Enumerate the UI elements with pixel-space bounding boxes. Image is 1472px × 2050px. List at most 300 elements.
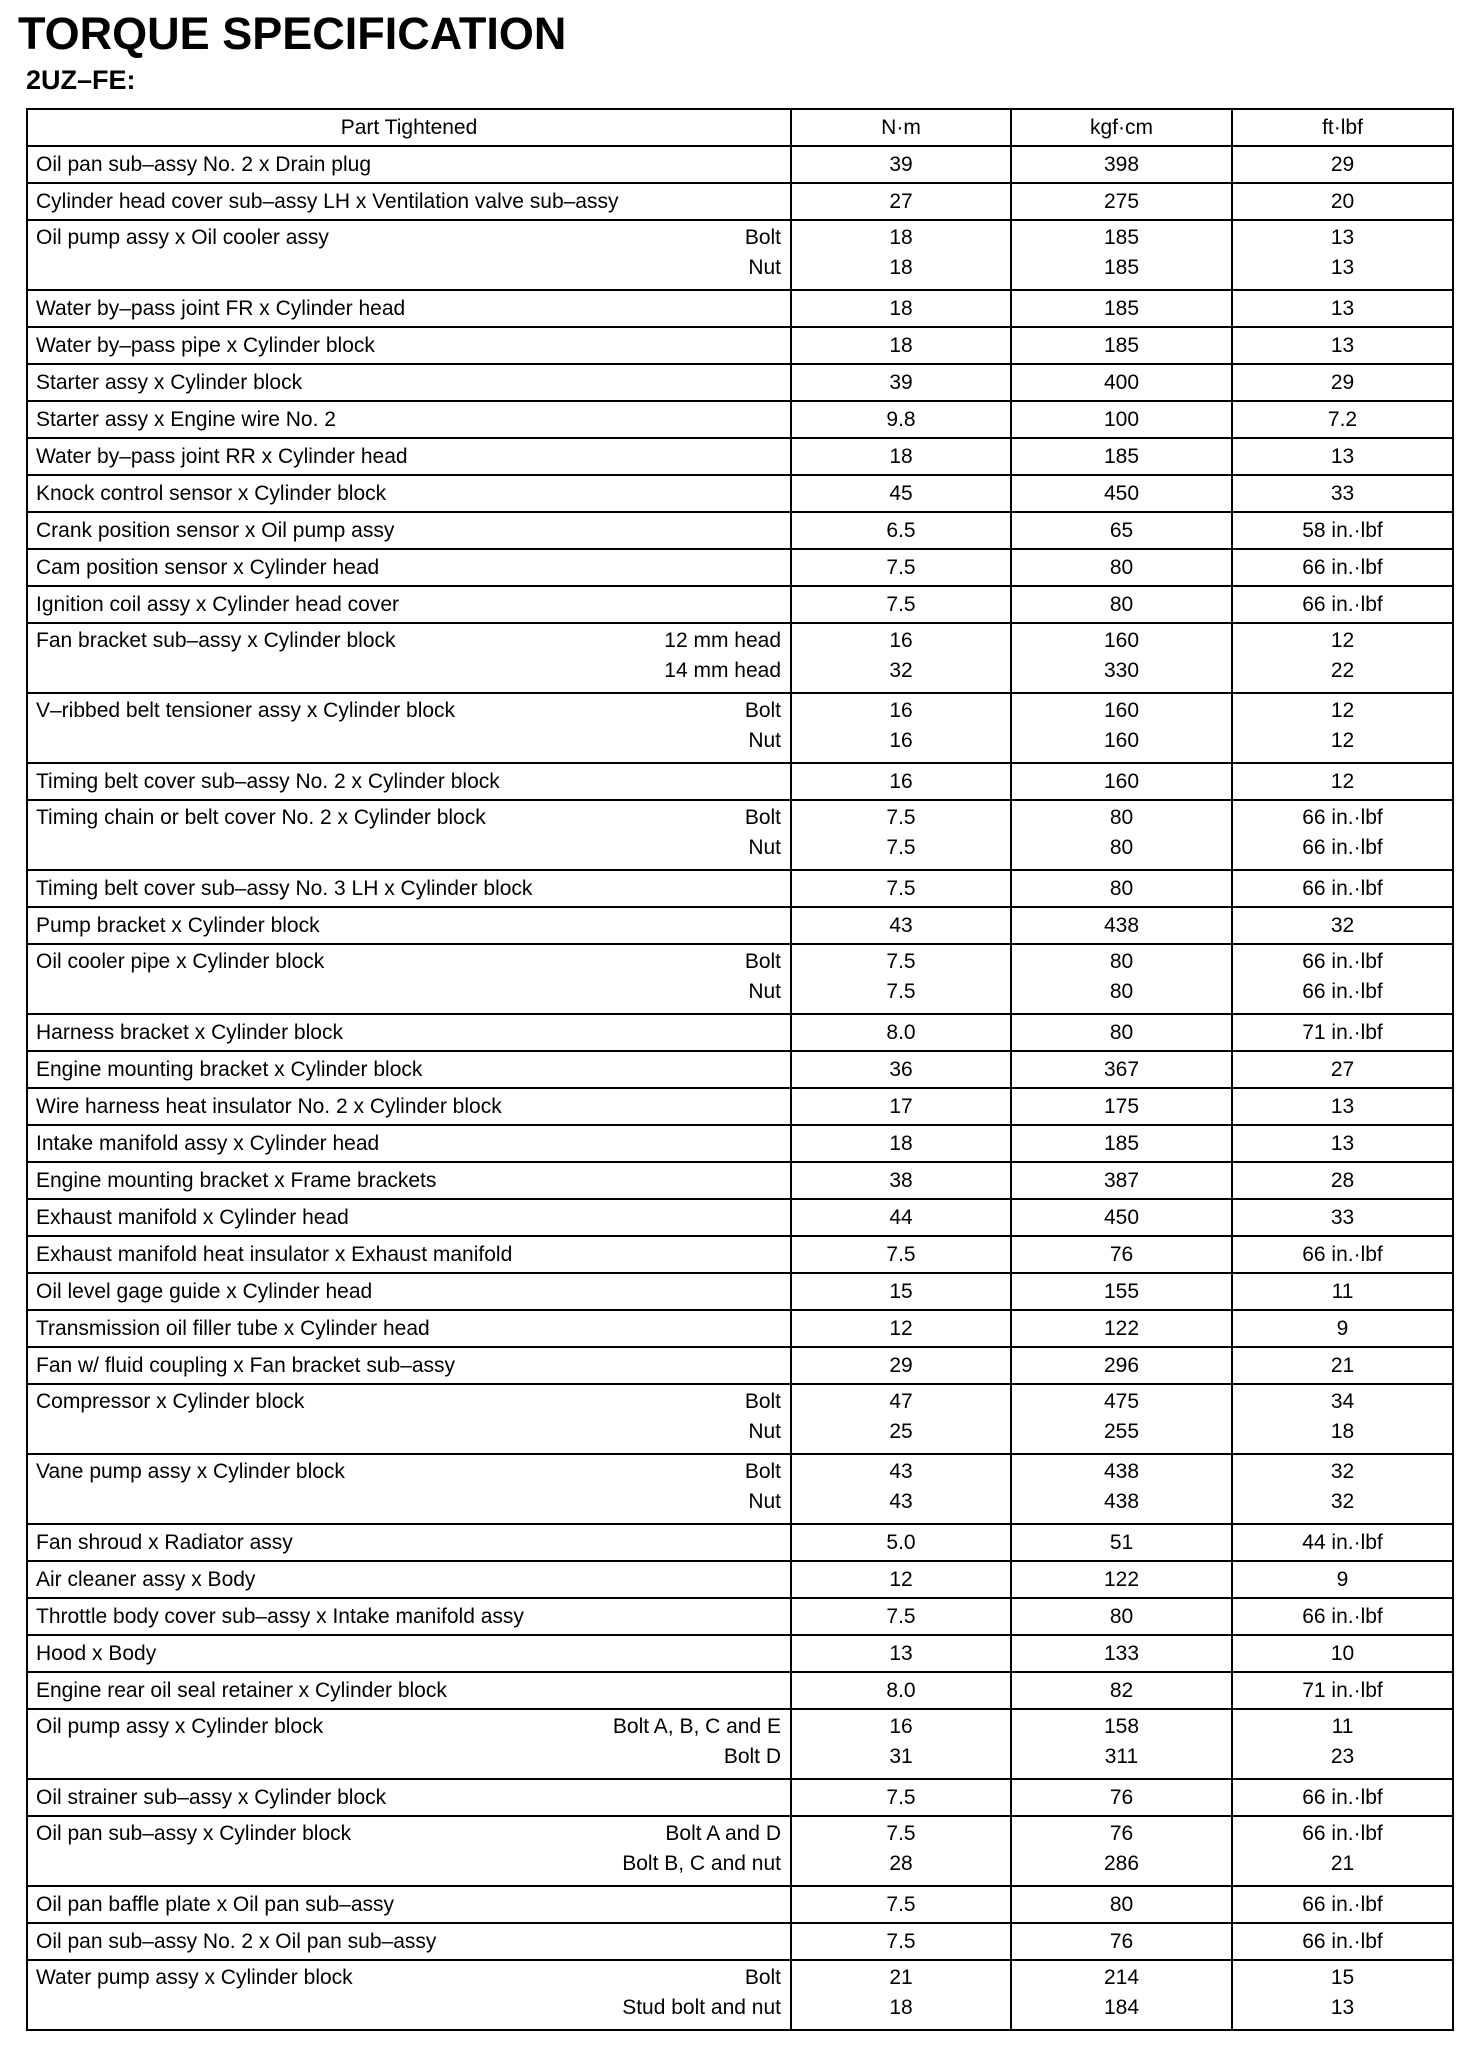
ft-lbf-value: 12 (1330, 729, 1355, 752)
nm-value-cell (791, 870, 1011, 907)
nm-value: 21 (889, 1966, 913, 1989)
nm-value-cell (791, 1598, 1011, 1635)
ft-lbf-value-cell (1232, 1125, 1453, 1162)
part-name: Knock control sensor x Cylinder block (36, 482, 387, 505)
nm-value: 6.5 (886, 519, 916, 542)
ft-lbf-value: 13 (1330, 1132, 1355, 1155)
ft-lbf-value: 28 (1330, 1169, 1355, 1192)
kgf-cm-value: 160 (1103, 629, 1140, 652)
nm-value: 8.0 (886, 1679, 916, 1702)
ft-lbf-value: 13 (1330, 226, 1355, 249)
nm-value: 43 (889, 914, 913, 937)
table-row (27, 693, 1453, 763)
ft-lbf-value: 13 (1330, 297, 1355, 320)
kgf-cm-value-cell (1011, 1524, 1232, 1561)
ft-lbf-value: 10 (1330, 1642, 1355, 1665)
ft-lbf-value-cell (1232, 1236, 1453, 1273)
ft-lbf-value: 71 in.·lbf (1302, 1679, 1383, 1702)
ft-lbf-value: 66 in.·lbf (1302, 950, 1383, 973)
nm-value: 7.5 (886, 1786, 916, 1809)
kgf-cm-value: 367 (1103, 1058, 1140, 1081)
part-cell (27, 1125, 791, 1162)
fastener-label: 12 mm head (664, 629, 781, 652)
nm-value: 43 (889, 1460, 913, 1483)
fastener-label: Bolt (744, 1460, 781, 1483)
nm-value-cell (791, 800, 1011, 870)
kgf-cm-value-cell (1011, 1236, 1232, 1273)
ft-lbf-value: 32 (1330, 1460, 1355, 1483)
nm-value-cell (791, 1273, 1011, 1310)
kgf-cm-value: 160 (1103, 770, 1140, 793)
table-row (27, 1635, 1453, 1672)
part-name: Compressor x Cylinder block (36, 1390, 305, 1413)
table-row (27, 763, 1453, 800)
table-row (27, 944, 1453, 1014)
table-row (27, 907, 1453, 944)
ft-lbf-value: 21 (1330, 1354, 1355, 1377)
table-row (27, 870, 1453, 907)
nm-value: 7.5 (886, 593, 916, 616)
part-cell (27, 401, 791, 438)
nm-value: 5.0 (886, 1531, 916, 1554)
part-cell (27, 549, 791, 586)
nm-value-cell (791, 549, 1011, 586)
ft-lbf-value: 13 (1330, 256, 1355, 279)
kgf-cm-value: 158 (1103, 1715, 1140, 1738)
ft-lbf-value: 11 (1331, 1715, 1354, 1738)
kgf-cm-value-cell (1011, 623, 1232, 693)
nm-value: 32 (889, 659, 913, 682)
fastener-labels (745, 1387, 781, 1447)
nm-value-cell (791, 1162, 1011, 1199)
ft-lbf-value: 32 (1330, 914, 1355, 937)
part-cell (27, 1236, 791, 1273)
nm-value-cell (791, 1125, 1011, 1162)
part-name: Cam position sensor x Cylinder head (36, 556, 380, 579)
ft-lbf-value: 23 (1330, 1745, 1355, 1768)
ft-lbf-value: 66 in.·lbf (1302, 1605, 1383, 1628)
part-name: Water pump assy x Cylinder block (36, 1966, 353, 1989)
nm-value: 7.5 (886, 980, 916, 1003)
table-row (27, 1886, 1453, 1923)
nm-value-cell (791, 1088, 1011, 1125)
nm-value-cell (791, 1051, 1011, 1088)
part-name: Oil pan baffle plate x Oil pan sub–assy (36, 1893, 394, 1916)
part-cell (27, 693, 791, 763)
kgf-cm-value: 214 (1103, 1966, 1140, 1989)
ft-lbf-value: 12 (1330, 770, 1355, 793)
nm-value: 7.5 (886, 1605, 916, 1628)
nm-value-cell (791, 364, 1011, 401)
ft-lbf-value-cell (1232, 549, 1453, 586)
part-name: Exhaust manifold x Cylinder head (36, 1206, 349, 1229)
part-cell (27, 475, 791, 512)
table-row (27, 1524, 1453, 1561)
part-cell (27, 183, 791, 220)
nm-value: 7.5 (886, 877, 916, 900)
kgf-cm-value: 330 (1103, 659, 1140, 682)
part-cell (27, 290, 791, 327)
ft-lbf-value: 7.2 (1327, 408, 1358, 431)
kgf-cm-value: 296 (1103, 1354, 1140, 1377)
nm-value: 18 (889, 297, 913, 320)
nm-value-cell (791, 183, 1011, 220)
kgf-cm-value: 82 (1109, 1679, 1134, 1702)
part-name: V–ribbed belt tensioner assy x Cylinder block (36, 699, 456, 722)
nm-value-cell (791, 438, 1011, 475)
ft-lbf-value: 66 in.·lbf (1302, 980, 1383, 1003)
kgf-cm-value-cell (1011, 512, 1232, 549)
ft-lbf-value-cell (1232, 1199, 1453, 1236)
fastener-label: Bolt A and D (665, 1822, 781, 1845)
nm-value: 12 (889, 1317, 913, 1340)
part-cell (27, 870, 791, 907)
part-name: Wire harness heat insulator No. 2 x Cylinder block (36, 1095, 502, 1118)
kgf-cm-value-cell (1011, 327, 1232, 364)
part-cell (27, 1672, 791, 1709)
ft-lbf-value-cell (1232, 475, 1453, 512)
part-cell (27, 512, 791, 549)
ft-lbf-value: 66 in.·lbf (1302, 806, 1383, 829)
part-name: Exhaust manifold heat insulator x Exhaust manifold (36, 1243, 513, 1266)
ft-lbf-value: 15 (1330, 1966, 1355, 1989)
fastener-label: Nut (748, 836, 781, 859)
ft-lbf-value-cell (1232, 146, 1453, 183)
table-row (27, 220, 1453, 290)
part-name: Oil cooler pipe x Cylinder block (36, 950, 325, 973)
part-cell (27, 1051, 791, 1088)
table-row (27, 1960, 1453, 2030)
nm-value-cell (791, 623, 1011, 693)
nm-value: 7.5 (886, 836, 916, 859)
nm-value-cell (791, 512, 1011, 549)
part-name: Oil strainer sub–assy x Cylinder block (36, 1786, 387, 1809)
part-cell (27, 220, 791, 290)
fastener-labels (745, 1457, 781, 1517)
nm-value: 7.5 (886, 1893, 916, 1916)
nm-value: 27 (889, 190, 913, 213)
part-cell (27, 1347, 791, 1384)
kgf-cm-value-cell (1011, 693, 1232, 763)
ft-lbf-value: 21 (1330, 1852, 1355, 1875)
header-kgf-cm: kgf·cm (1011, 109, 1232, 146)
part-name: Oil pan sub–assy No. 2 x Oil pan sub–assy (36, 1930, 437, 1953)
nm-value-cell (791, 693, 1011, 763)
ft-lbf-value: 66 in.·lbf (1302, 1786, 1383, 1809)
header-ft-lbf: ft·lbf (1232, 109, 1453, 146)
ft-lbf-value: 66 in.·lbf (1302, 593, 1383, 616)
part-name: Pump bracket x Cylinder block (36, 914, 320, 937)
nm-value-cell (791, 327, 1011, 364)
part-name: Timing belt cover sub–assy No. 3 LH x Cylinder block (36, 877, 533, 900)
ft-lbf-value-cell (1232, 1561, 1453, 1598)
fastener-labels (664, 626, 781, 686)
nm-value: 16 (889, 1715, 913, 1738)
fastener-label: Bolt (744, 806, 781, 829)
nm-value: 15 (889, 1280, 913, 1303)
table-row (27, 1454, 1453, 1524)
part-cell (27, 800, 791, 870)
ft-lbf-value: 13 (1330, 334, 1355, 357)
kgf-cm-value: 160 (1103, 729, 1140, 752)
kgf-cm-value: 185 (1103, 297, 1140, 320)
kgf-cm-value: 65 (1109, 519, 1134, 542)
nm-value-cell (791, 1236, 1011, 1273)
kgf-cm-value: 184 (1103, 1996, 1140, 2019)
nm-value-cell (791, 1960, 1011, 2030)
kgf-cm-value: 122 (1103, 1317, 1140, 1340)
part-cell (27, 1816, 791, 1886)
header-nm: N·m (791, 109, 1011, 146)
part-cell (27, 1598, 791, 1635)
kgf-cm-value-cell (1011, 1454, 1232, 1524)
nm-value: 16 (889, 629, 913, 652)
table-row (27, 146, 1453, 183)
part-name: Harness bracket x Cylinder block (36, 1021, 343, 1044)
ft-lbf-value-cell (1232, 944, 1453, 1014)
fastener-label: Bolt (744, 950, 781, 973)
part-cell (27, 1162, 791, 1199)
kgf-cm-value-cell (1011, 475, 1232, 512)
kgf-cm-value: 275 (1103, 190, 1140, 213)
fastener-label: Bolt D (723, 1745, 781, 1768)
page-title: TORQUE SPECIFICATION (18, 8, 567, 59)
nm-value-cell (791, 1816, 1011, 1886)
fastener-label: Nut (748, 1420, 781, 1443)
part-cell (27, 1454, 791, 1524)
fastener-label: Nut (748, 729, 781, 752)
fastener-label: Nut (748, 980, 781, 1003)
fastener-label: Bolt B, C and nut (622, 1852, 781, 1875)
ft-lbf-value: 20 (1330, 190, 1355, 213)
ft-lbf-value-cell (1232, 1709, 1453, 1779)
fastener-label: Stud bolt and nut (622, 1996, 781, 2019)
ft-lbf-value-cell (1232, 800, 1453, 870)
engine-code-subtitle: 2UZ–FE: (26, 65, 136, 95)
table-row (27, 327, 1453, 364)
nm-value: 13 (889, 1642, 913, 1665)
table-row (27, 1816, 1453, 1886)
nm-value-cell (791, 1779, 1011, 1816)
part-cell (27, 1524, 791, 1561)
part-name: Fan bracket sub–assy x Cylinder block (36, 629, 396, 652)
ft-lbf-value-cell (1232, 1886, 1453, 1923)
ft-lbf-value-cell (1232, 1162, 1453, 1199)
part-name: Engine mounting bracket x Frame brackets (36, 1169, 437, 1192)
ft-lbf-value: 27 (1330, 1058, 1355, 1081)
part-name: Oil pump assy x Cylinder block (36, 1715, 324, 1738)
ft-lbf-value: 66 in.·lbf (1302, 1243, 1383, 1266)
kgf-cm-value: 80 (1109, 806, 1134, 829)
fastener-label: Bolt (744, 226, 781, 249)
kgf-cm-value: 80 (1109, 1605, 1134, 1628)
ft-lbf-value: 66 in.·lbf (1302, 877, 1383, 900)
ft-lbf-value: 29 (1330, 371, 1355, 394)
ft-lbf-value-cell (1232, 1524, 1453, 1561)
nm-value: 18 (889, 1996, 913, 2019)
kgf-cm-value-cell (1011, 800, 1232, 870)
nm-value-cell (791, 907, 1011, 944)
table-row (27, 290, 1453, 327)
part-cell (27, 1384, 791, 1454)
table-row (27, 1273, 1453, 1310)
kgf-cm-value-cell (1011, 1886, 1232, 1923)
part-name: Crank position sensor x Oil pump assy (36, 519, 395, 542)
ft-lbf-value: 33 (1330, 482, 1355, 505)
kgf-cm-value: 475 (1103, 1390, 1140, 1413)
nm-value-cell (791, 1014, 1011, 1051)
ft-lbf-value-cell (1232, 364, 1453, 401)
fastener-label: Nut (748, 256, 781, 279)
part-name: Throttle body cover sub–assy x Intake manifold assy (36, 1605, 524, 1628)
nm-value-cell (791, 220, 1011, 290)
kgf-cm-value: 80 (1109, 836, 1134, 859)
ft-lbf-value-cell (1232, 1384, 1453, 1454)
kgf-cm-value-cell (1011, 1310, 1232, 1347)
ft-lbf-value: 33 (1330, 1206, 1355, 1229)
kgf-cm-value-cell (1011, 1162, 1232, 1199)
nm-value-cell (791, 1672, 1011, 1709)
kgf-cm-value: 100 (1103, 408, 1140, 431)
fastener-label: 14 mm head (664, 659, 781, 682)
fastener-labels (745, 803, 781, 863)
fastener-label: Bolt A, B, C and E (612, 1715, 781, 1738)
table-row (27, 1923, 1453, 1960)
nm-value: 45 (889, 482, 913, 505)
kgf-cm-value-cell (1011, 1672, 1232, 1709)
part-name: Water by–pass pipe x Cylinder block (36, 334, 375, 357)
nm-value-cell (791, 1561, 1011, 1598)
ft-lbf-value: 44 in.·lbf (1302, 1531, 1383, 1554)
ft-lbf-value-cell (1232, 220, 1453, 290)
ft-lbf-value: 66 in.·lbf (1302, 1893, 1383, 1916)
fastener-label: Nut (748, 1490, 781, 1513)
kgf-cm-value-cell (1011, 1923, 1232, 1960)
ft-lbf-value-cell (1232, 693, 1453, 763)
kgf-cm-value: 80 (1109, 950, 1134, 973)
kgf-cm-value-cell (1011, 1051, 1232, 1088)
ft-lbf-value-cell (1232, 327, 1453, 364)
part-name: Starter assy x Cylinder block (36, 371, 303, 394)
nm-value: 18 (889, 334, 913, 357)
ft-lbf-value-cell (1232, 1088, 1453, 1125)
kgf-cm-value-cell (1011, 907, 1232, 944)
part-name: Oil pan sub–assy No. 2 x Drain plug (36, 153, 372, 176)
table-row (27, 586, 1453, 623)
ft-lbf-value-cell (1232, 1310, 1453, 1347)
kgf-cm-value: 155 (1103, 1280, 1140, 1303)
nm-value-cell (791, 1347, 1011, 1384)
ft-lbf-value: 66 in.·lbf (1302, 1822, 1383, 1845)
nm-value: 8.0 (886, 1021, 916, 1044)
table-row (27, 1162, 1453, 1199)
part-cell (27, 1923, 791, 1960)
part-name: Transmission oil filler tube x Cylinder head (36, 1317, 430, 1340)
table-row (27, 1384, 1453, 1454)
part-cell (27, 763, 791, 800)
kgf-cm-value-cell (1011, 1014, 1232, 1051)
fastener-label: Bolt (744, 699, 781, 722)
part-name: Cylinder head cover sub–assy LH x Ventilation valve sub–assy (36, 190, 619, 213)
ft-lbf-value-cell (1232, 438, 1453, 475)
part-name: Water by–pass joint RR x Cylinder head (36, 445, 408, 468)
part-cell (27, 586, 791, 623)
nm-value: 43 (889, 1490, 913, 1513)
ft-lbf-value: 29 (1330, 153, 1355, 176)
nm-value: 18 (889, 226, 913, 249)
kgf-cm-value: 80 (1109, 593, 1134, 616)
torque-spec-table (26, 108, 1454, 2031)
ft-lbf-value-cell (1232, 870, 1453, 907)
table-row (27, 1199, 1453, 1236)
kgf-cm-value-cell (1011, 1384, 1232, 1454)
kgf-cm-value: 438 (1103, 1490, 1140, 1513)
nm-value-cell (791, 1454, 1011, 1524)
nm-value: 7.5 (886, 556, 916, 579)
kgf-cm-value: 80 (1109, 1893, 1134, 1916)
nm-value: 44 (889, 1206, 913, 1229)
table-row (27, 364, 1453, 401)
part-cell (27, 146, 791, 183)
nm-value: 25 (889, 1420, 913, 1443)
fastener-labels (745, 696, 781, 756)
part-cell (27, 1273, 791, 1310)
nm-value: 7.5 (886, 950, 916, 973)
part-cell (27, 623, 791, 693)
table-row (27, 1347, 1453, 1384)
kgf-cm-value: 185 (1103, 1132, 1140, 1155)
ft-lbf-value-cell (1232, 1816, 1453, 1886)
table-row (27, 1236, 1453, 1273)
table-row (27, 1672, 1453, 1709)
ft-lbf-value-cell (1232, 1779, 1453, 1816)
ft-lbf-value-cell (1232, 183, 1453, 220)
nm-value: 18 (889, 445, 913, 468)
kgf-cm-value: 80 (1109, 556, 1134, 579)
table-row (27, 623, 1453, 693)
ft-lbf-value: 13 (1330, 445, 1355, 468)
ft-lbf-value: 71 in.·lbf (1302, 1021, 1383, 1044)
table-row (27, 1709, 1453, 1779)
kgf-cm-value: 76 (1109, 1822, 1134, 1845)
table-row (27, 183, 1453, 220)
ft-lbf-value-cell (1232, 401, 1453, 438)
nm-value: 16 (889, 770, 913, 793)
table-row (27, 1598, 1453, 1635)
kgf-cm-value: 122 (1103, 1568, 1140, 1591)
kgf-cm-value-cell (1011, 1960, 1232, 2030)
fastener-label: Bolt (744, 1390, 781, 1413)
nm-value: 31 (889, 1745, 913, 1768)
part-name: Hood x Body (36, 1642, 157, 1665)
nm-value-cell (791, 944, 1011, 1014)
nm-value-cell (791, 1524, 1011, 1561)
part-cell (27, 1779, 791, 1816)
nm-value: 7.5 (886, 1822, 916, 1845)
nm-value-cell (791, 475, 1011, 512)
ft-lbf-value: 66 in.·lbf (1302, 1930, 1383, 1953)
ft-lbf-value: 58 in.·lbf (1302, 519, 1383, 542)
nm-value: 18 (889, 1132, 913, 1155)
ft-lbf-value-cell (1232, 512, 1453, 549)
table-body (27, 146, 1453, 2030)
kgf-cm-value-cell (1011, 1816, 1232, 1886)
kgf-cm-value-cell (1011, 1635, 1232, 1672)
table-row (27, 512, 1453, 549)
kgf-cm-value: 387 (1103, 1169, 1140, 1192)
nm-value: 29 (889, 1354, 913, 1377)
ft-lbf-value-cell (1232, 1347, 1453, 1384)
